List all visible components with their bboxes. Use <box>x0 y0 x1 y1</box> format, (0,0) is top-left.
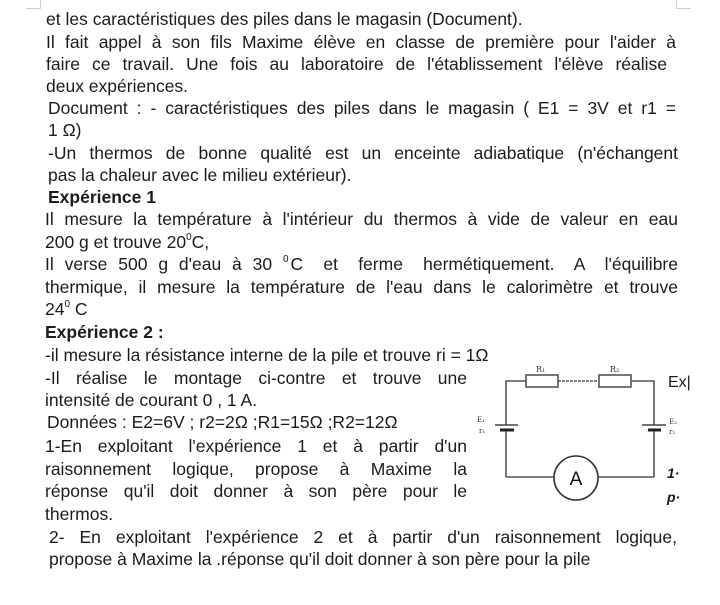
text: C, <box>191 232 210 252</box>
text: 24 <box>45 299 65 319</box>
experience-1-line-1: Il mesure la température à l'intérieur du thermos à vide de valeur en eau <box>45 209 678 229</box>
side-fragment-bottom: p· <box>667 489 681 505</box>
thermos-line-2: pas la chaleur avec le milieu extérieur). <box>48 165 352 185</box>
experience-1-heading: Expérience 1 <box>48 187 156 207</box>
resistor-r1 <box>526 375 558 387</box>
circuit-diagram <box>470 360 720 510</box>
experience-1-line-3 <box>45 253 678 275</box>
label-r2-internal: r₂ <box>669 428 676 436</box>
degree-superscript: 0 <box>282 254 289 265</box>
side-fragment-top: Ex| <box>668 374 691 391</box>
degree-superscript: 0 <box>186 232 192 243</box>
question-2-line-2: propose à Maxime la .réponse qu'il doit donner à son père pour la pile <box>49 549 591 569</box>
experience-1-line-5 <box>45 298 88 320</box>
ammeter-label: A <box>569 469 583 490</box>
label-e2: E₂ <box>669 418 677 426</box>
intro-line-2: Il fait appel à son fils Maxime élève en classe de première pour l'aider à <box>46 32 676 52</box>
thermos-line-1: -Un thermos de bonne qualité est un enceinte adiabatique (n'échangent <box>48 143 678 163</box>
label-r2: R₂ <box>610 365 620 374</box>
experience-2-line-3: intensité de courant 0 , 1 A. <box>45 390 258 410</box>
crop-mark-top-left <box>26 0 41 9</box>
text: 200 g et trouve 20 <box>45 232 187 252</box>
resistor-r2 <box>599 375 631 387</box>
question-1-line-3: réponse qu'il doit donner à son père pour le <box>45 481 467 501</box>
text: C et ferme hermétiquement. A l'équilibre <box>290 254 678 274</box>
experience-2-line-1: -il mesure la résistance interne de la pile et trouve ri = 1Ω <box>45 345 489 365</box>
question-2-line-1: 2- En exploitant l'expérience 2 et à partir d'un raisonnement logique, <box>49 527 677 547</box>
intro-line-3: faire ce travail. Une fois au laboratoire de l'établissement l'élève réalise <box>46 54 667 74</box>
intro-line-4: deux expériences. <box>46 76 189 96</box>
text: C <box>70 299 88 319</box>
label-e1: E₁ <box>477 416 485 424</box>
side-fragment-mid: 1· <box>667 465 680 481</box>
label-r1: R₁ <box>536 365 546 374</box>
crop-mark-top-right <box>676 0 691 9</box>
question-1-line-1: 1-En exploitant l'expérience 1 et à partir d'un <box>45 436 467 456</box>
experience-2-line-2: -Il réalise le montage ci-contre et trouve une <box>45 368 467 388</box>
label-r1-internal: r₁ <box>479 427 486 435</box>
experience-1-line-2 <box>45 231 209 253</box>
text-pre: Il verse 500 g d'eau à 30 <box>45 254 283 274</box>
document-line-1: Document : - caractéristiques des piles dans le magasin ( E1 = 3V et r1 = <box>48 98 676 118</box>
intro-line-1: et les caractéristiques des piles dans le magasin (Document). <box>46 9 523 29</box>
document-line-2: 1 Ω) <box>48 120 82 140</box>
experience-1-line-4: thermique, il mesure la température de l'eau dans le calorimètre et trouve <box>45 277 678 297</box>
degree-superscript: 0 <box>64 299 71 310</box>
donnees-line: Données : E2=6V ; r2=2Ω ;R1=15Ω ;R2=12Ω <box>47 412 398 432</box>
question-1-line-2: raisonnement logique, propose à Maxime la <box>45 459 467 479</box>
question-1-line-4: thermos. <box>45 504 114 524</box>
text <box>45 253 289 275</box>
experience-2-heading: Expérience 2 : <box>45 322 164 342</box>
